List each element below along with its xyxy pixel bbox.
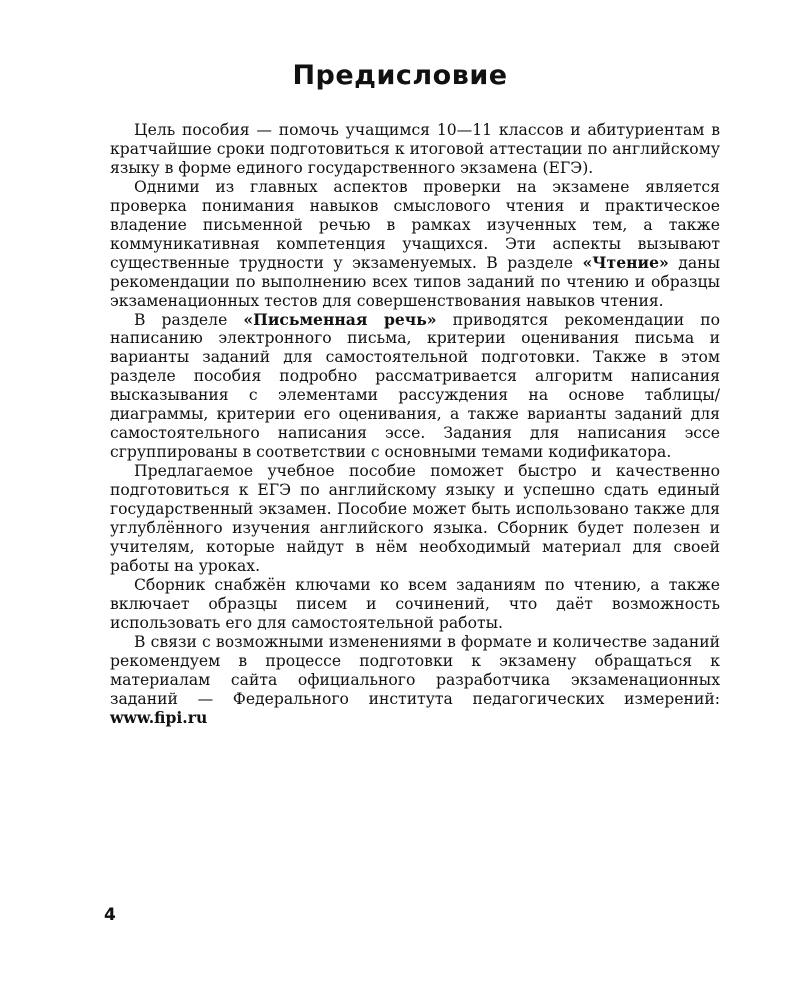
paragraph-text: Одними из главных аспектов проверки на экзамене является проверка понимания навыков смыслового чтения и практическое владение письменной речью в рамках изученных тем, а также коммуникативная компетенция учащихся. Эти аспекты вызывают существенные трудности у экзаменуемых. В разделе [110, 177, 720, 272]
page-title: Предисловие [292, 60, 508, 91]
page-number: 4 [104, 905, 116, 925]
fipi-website: www.fipi.ru [110, 707, 208, 727]
paragraph-benefits [110, 462, 720, 576]
paragraph-reading [110, 178, 720, 311]
paragraph-text: Цель пособия — помочь учащимся 10—11 классов и абитуриентам в кратчайшие сроки подготовиться к итоговой аттестации по английскому языку в форме единого государственного экзамена (ЕГЭ). [110, 121, 720, 177]
paragraph-text: Предлагаемое учебное пособие поможет быстро и качественно подготовиться к ЕГЭ по английскому языку и успешно сдать единый государственный экзамен. Пособие может быть использовано также для углублённого изучения английского языка. Сборник будет полезен и учителям, которые найдут в нём необходимый материал для своей работы на уроках. [110, 462, 720, 575]
paragraph-text: приводятся рекомендации по написанию электронного письма, критерии оценивания письма и варианты заданий для самостоятельной подготовки. Также в этом разделе пособия подробно рассматривается алгоритм написания высказывания с элементами рассуждения на основе таблицы/диаграммы, критерии его оценивания, а также варианты заданий для самостоятельного написания эссе. Задания для написания эссе сгруппированы в соответствии с основными темами кодификатора. [110, 310, 720, 462]
paragraph-text: Сборник снабжён ключами ко всем заданиям по чтению, а также включает образцы писем и сочинений, что даёт возможность использовать его для самостоятельной работы. [110, 575, 720, 632]
section-name-reading: «Чтение» [582, 252, 669, 272]
section-name-writing: «Письменная речь» [243, 309, 437, 329]
paragraph-keys [110, 576, 720, 633]
paragraph-purpose [110, 121, 720, 178]
paragraph-writing [110, 311, 720, 463]
paragraph-fipi [110, 633, 720, 728]
paragraph-text: В разделе [134, 310, 244, 329]
paragraph-text: В связи с возможными изменениями в формате и количестве заданий рекомендуем в процессе подготовки к экзамену обращаться к материалам сайта официального разработчика экзаменационных заданий — Федерального института педагогических измерений: [110, 632, 720, 708]
preface-body [110, 121, 720, 728]
paragraph-text: даны рекомендации по выполнению всех типов заданий по чтению и образцы экзаменационных тестов для совершенствования навыков чтения. [110, 253, 720, 310]
